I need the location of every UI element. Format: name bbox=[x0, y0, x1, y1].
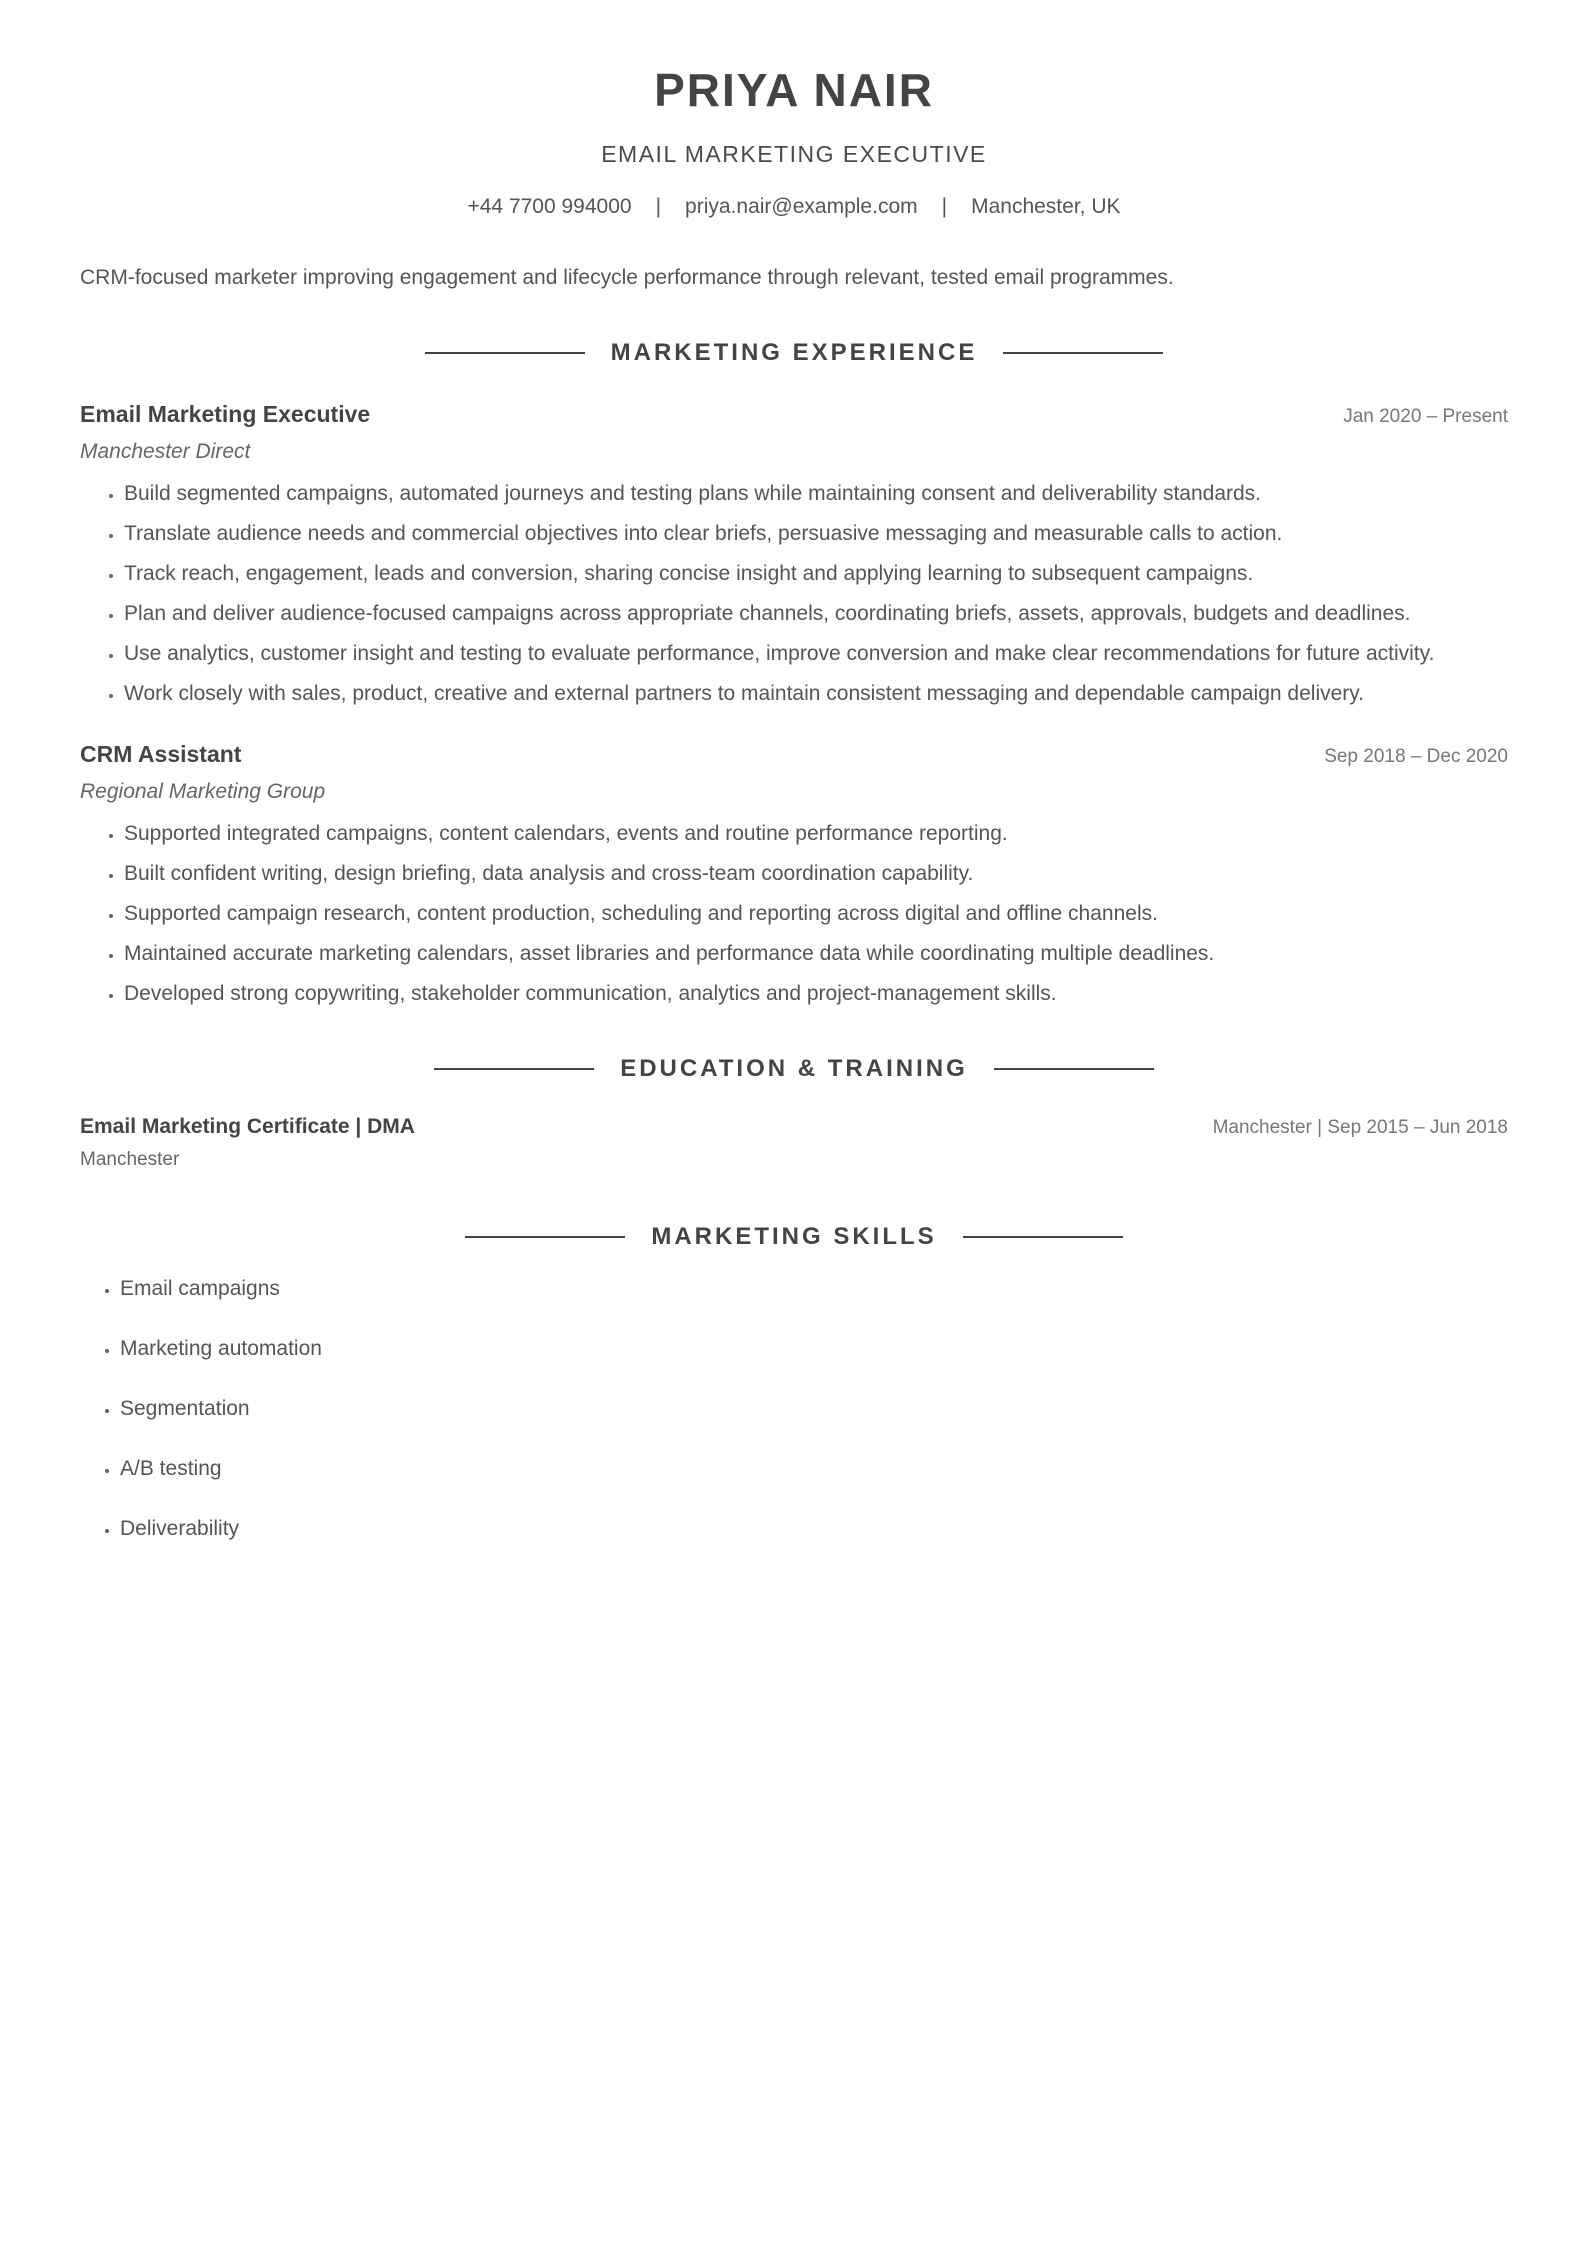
skills-list bbox=[80, 1276, 1508, 1542]
job-bullet: • Track reach, engagement, leads and conversion, sharing concise insight and applying learning to subsequent campaigns. bbox=[124, 554, 1508, 594]
job-bullet: • Supported campaign research, content production, scheduling and reporting across digital and offline channels. bbox=[124, 894, 1508, 934]
section-heading-education bbox=[80, 1054, 1508, 1084]
skill-item: • Segmentation bbox=[120, 1396, 1508, 1422]
contact-email: priya.nair@example.com bbox=[685, 195, 918, 218]
job-bullet: • Translate audience needs and commercial objectives into clear briefs, persuasive messaging and measurable calls to action. bbox=[124, 514, 1508, 554]
job-bullet: • Developed strong copywriting, stakeholder communication, analytics and project-management skills. bbox=[124, 974, 1508, 1014]
job-bullet: • Built confident writing, design briefing, data analysis and cross-team coordination capability. bbox=[124, 854, 1508, 894]
job-bullet: • Maintained accurate marketing calendars, asset libraries and performance data while coordinating multiple deadlines. bbox=[124, 934, 1508, 974]
job-title: CRM Assistant bbox=[80, 741, 242, 767]
resume-page bbox=[80, 0, 1508, 1576]
candidate-name: PRIYA NAIR bbox=[654, 64, 934, 116]
heading-rule-left bbox=[465, 1236, 625, 1238]
skill-item: • Email campaigns bbox=[120, 1276, 1508, 1302]
education-entry bbox=[80, 1114, 1508, 1172]
skill-item: • A/B testing bbox=[120, 1456, 1508, 1482]
section-heading-label: EDUCATION & TRAINING bbox=[620, 1055, 968, 1082]
section-heading-experience bbox=[80, 338, 1508, 368]
section-heading-label: MARKETING EXPERIENCE bbox=[610, 339, 978, 366]
job-company: Regional Marketing Group bbox=[80, 780, 326, 803]
job-company: Manchester Direct bbox=[80, 440, 251, 463]
job-entry bbox=[80, 400, 1508, 714]
heading-rule-right bbox=[1003, 352, 1163, 354]
heading-rule-left bbox=[434, 1068, 594, 1070]
education-location: Manchester bbox=[80, 1149, 180, 1170]
job-bullet: • Plan and deliver audience-focused campaigns across appropriate channels, coordinating briefs, assets, approvals, budgets and deadlines. bbox=[124, 594, 1508, 634]
heading-rule-right bbox=[963, 1236, 1123, 1238]
job-dates: Sep 2018 – Dec 2020 bbox=[1324, 746, 1508, 767]
candidate-headline: EMAIL MARKETING EXECUTIVE bbox=[601, 141, 987, 167]
contact-separator: | bbox=[941, 195, 948, 218]
job-bullet: • Supported integrated campaigns, content calendars, events and routine performance reporting. bbox=[124, 814, 1508, 854]
profile-summary: CRM-focused marketer improving engagement and lifecycle performance through relevant, tested email programmes. bbox=[80, 266, 1174, 289]
heading-rule-right bbox=[994, 1068, 1154, 1070]
education-header bbox=[80, 1114, 1508, 1140]
contact-separator: | bbox=[655, 195, 662, 218]
job-bullet-list bbox=[80, 474, 1508, 714]
contact-phone: +44 7700 994000 bbox=[467, 195, 632, 218]
job-bullet: • Work closely with sales, product, creative and external partners to maintain consistent messaging and dependable campaign delivery. bbox=[124, 674, 1508, 714]
skill-item: • Marketing automation bbox=[120, 1336, 1508, 1362]
section-heading-skills bbox=[80, 1222, 1508, 1252]
job-dates: Jan 2020 – Present bbox=[1343, 406, 1508, 427]
skill-item: • Deliverability bbox=[120, 1516, 1508, 1542]
contact-location: Manchester, UK bbox=[971, 195, 1121, 218]
job-header bbox=[80, 400, 1508, 429]
heading-rule-left bbox=[425, 352, 585, 354]
education-title: Email Marketing Certificate | DMA bbox=[80, 1115, 415, 1138]
section-heading-label: MARKETING SKILLS bbox=[651, 1223, 937, 1250]
job-bullet: • Build segmented campaigns, automated journeys and testing plans while maintaining consent and deliverability standards. bbox=[124, 474, 1508, 514]
job-header bbox=[80, 740, 1508, 769]
job-title: Email Marketing Executive bbox=[80, 401, 371, 427]
job-bullet-list bbox=[80, 814, 1508, 1014]
job-entry bbox=[80, 740, 1508, 1014]
education-meta: Manchester | Sep 2015 – Jun 2018 bbox=[1212, 1117, 1508, 1138]
job-bullet: • Use analytics, customer insight and testing to evaluate performance, improve conversion and make clear recommendations for future activity. bbox=[124, 634, 1508, 674]
contact-line bbox=[80, 194, 1508, 220]
